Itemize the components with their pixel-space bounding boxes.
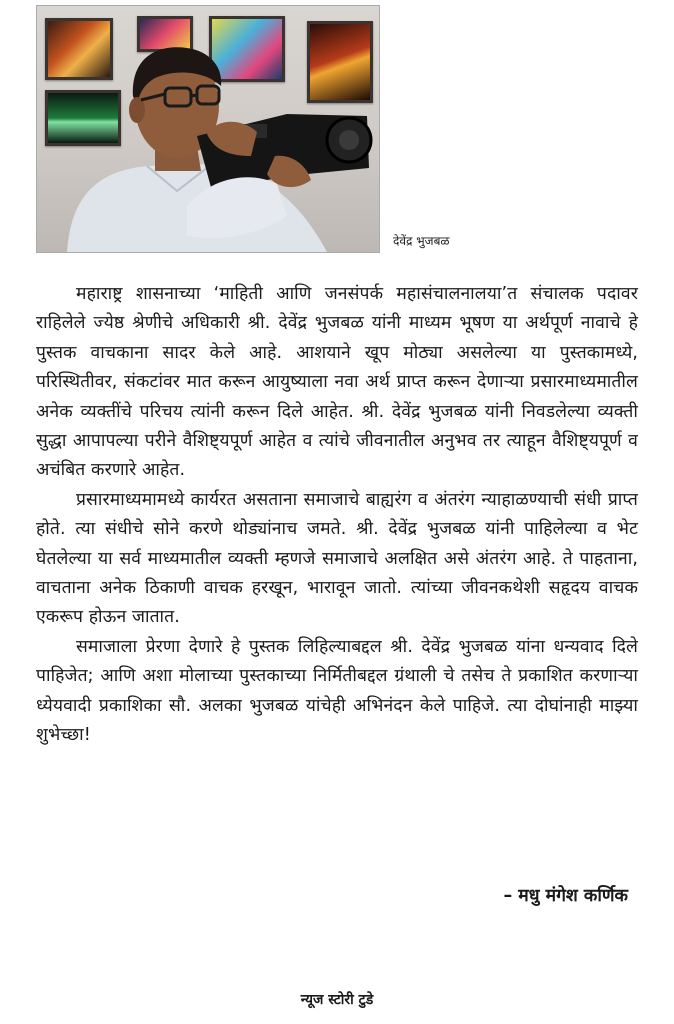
photo-caption: देवेंद्र भुजबळ <box>393 234 450 248</box>
source-credit: न्यूज स्टोरी टुडे <box>300 992 374 1008</box>
article-body <box>36 280 638 751</box>
article-paragraph: महाराष्ट्र शासनाच्या ‘माहिती आणि जनसंपर्क महासंचालनालया’त संचालक पदावर राहिलेले ज्येष्ठ श्रेणीचे अधिकारी श्री. देवेंद्र भुजबळ यांनी माध्यम भूषण या अर्थपूर्ण नावाचे हे पुस्तक वाचकाना सादर केले आहे. आशयाने खूप मोठ्या असलेल्या या पुस्तकामध्ये, परिस्थितीवर, संकटांवर मात करून आयुष्याला नवा अर्थ प्राप्त करून देणाऱ्या प्रसारमाध्यमातील अनेक व्यक्तींचे परिचय त्यांनी करून दिले आहेत. श्री. देवेंद्र भुजबळ यांनी निवडलेल्या व्यक्ती सुद्धा आपापल्या परीने वैशिष्ट्यपूर्ण आहेत व त्यांचे जीवनातील अनुभव तर त्याहून वैशिष्ट्यपूर्ण व अचंबित करणारे आहेत. <box>36 284 638 481</box>
article-paragraph: समाजाला प्रेरणा देणारे हे पुस्तक लिहिल्याबद्दल श्री. देवेंद्र भुजबळ यांना धन्यवाद दिले पाहिजेत; आणि अशा मोलाच्या पुस्तकाच्या निर्मितीबद्दल ग्रंथाली चे तसेच ते प्रकाशित करणाऱ्या ध्येयवादी प्रकाशिका सौ. अलका भुजबळ यांचेही अभिनंदन केले पाहिजे. त्या दोघांनाही माझ्या शुभेच्छा! <box>36 636 638 746</box>
author-photo <box>36 5 380 253</box>
author-signature: – मधु मंगेश कर्णिक <box>503 886 628 906</box>
photographer-figure <box>37 6 379 252</box>
article-paragraph: प्रसारमाध्यमामध्ये कार्यरत असताना समाजाचे बाह्यरंग व अंतरंग न्याहाळण्याची संधी प्राप्त होते. त्या संधीचे सोने करणे थोड्यांनाच जमते. श्री. देवेंद्र भुजबळ यांनी पाहिलेल्या व भेट घेतलेल्या या सर्व माध्यमातील व्यक्ती म्हणजे समाजाचे अलक्षित असे अंतरंग आहे. ते पाहताना, वाचताना अनेक ठिकाणी वाचक हरखून, भारावून जातो. त्यांच्या जीवनकथेशी सहृदय वाचक एकरूप होऊन जातात. <box>36 489 638 628</box>
